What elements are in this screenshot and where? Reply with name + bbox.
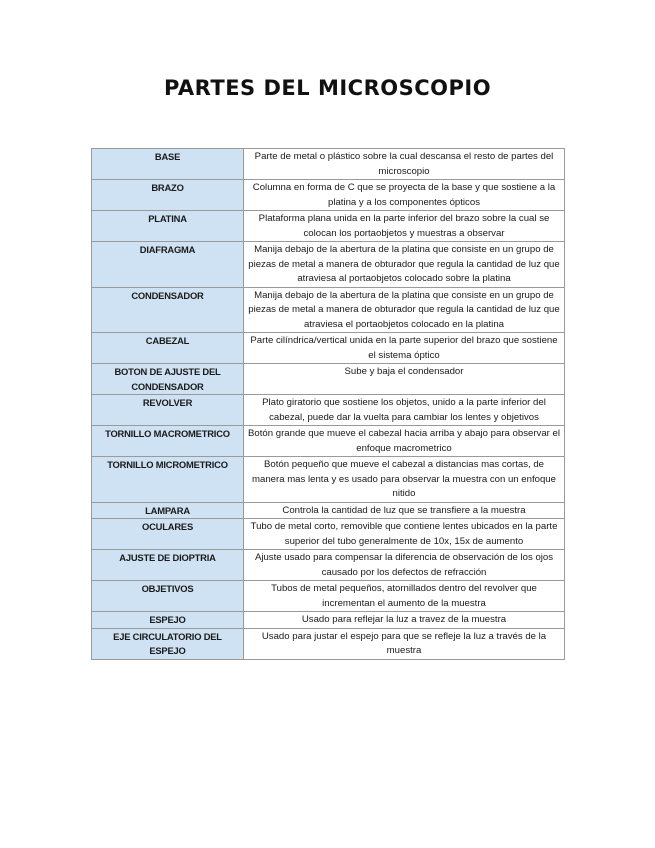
part-description-cell: Manija debajo de la abertura de la platina que consiste en un grupo de piezas de metal a manera de obturador que regula la cantidad de luz que atraviesa al portaobjetos colocado sobre la platina [244,242,565,288]
part-description-cell: Tubos de metal pequeños, atornillados dentro del revolver que incrementan el aumento de la muestra [244,581,565,612]
parts-table-body [92,149,565,660]
part-description-cell: Plato giratorio que sostiene los objetos, unido a la parte inferior del cabezal, puede dar la vuelta para cambiar los lentes y objetivos [244,395,565,426]
part-name-cell: TORNILLO MICROMETRICO [92,457,244,503]
part-description-cell: Plataforma plana unida en la parte inferior del brazo sobre la cual se colocan los portaobjetos y muestras a observar [244,211,565,242]
part-name-cell: DIAFRAGMA [92,242,244,288]
part-name-cell: CABEZAL [92,333,244,364]
part-description-cell: Parte cilíndrica/vertical unida en la parte superior del brazo que sostiene el sistema óptico [244,333,565,364]
table-row [92,519,565,550]
table-row [92,149,565,180]
part-description-cell: Tubo de metal corto, removible que contiene lentes ubicados en la parte superior del tubo generalmente de 10x, 15x de aumento [244,519,565,550]
part-name-cell: AJUSTE DE DIOPTRIA [92,550,244,581]
part-description-cell: Usado para reflejar la luz a travez de la muestra [244,612,565,629]
part-description-cell: Controla la cantidad de luz que se transfiere a la muestra [244,502,565,519]
table-row [92,333,565,364]
table-row [92,364,565,395]
part-description-cell: Manija debajo de la abertura de la platina que consiste en un grupo de piezas de metal a manera de obturador que regula la cantidad de luz que atraviesa el portaobjetos colocado en la platina [244,287,565,333]
parts-table [91,148,565,660]
table-row [92,550,565,581]
part-description-cell: Sube y baja el condensador [244,364,565,395]
table-row [92,457,565,503]
part-name-cell: OBJETIVOS [92,581,244,612]
part-description-cell: Parte de metal o plástico sobre la cual descansa el resto de partes del microscopio [244,149,565,180]
table-row [92,612,565,629]
table-row [92,581,565,612]
table-row [92,628,565,659]
part-name-cell: BOTON DE AJUSTE DEL CONDENSADOR [92,364,244,395]
part-name-cell: BRAZO [92,180,244,211]
part-description-cell: Ajuste usado para compensar la diferencia de observación de los ojos causado por los defectos de refracción [244,550,565,581]
part-name-cell: BASE [92,149,244,180]
part-name-cell: PLATINA [92,211,244,242]
table-row [92,395,565,426]
part-description-cell: Usado para justar el espejo para que se refleje la luz a través de la muestra [244,628,565,659]
part-name-cell: CONDENSADOR [92,287,244,333]
part-name-cell: REVOLVER [92,395,244,426]
table-row [92,426,565,457]
part-description-cell: Botón grande que mueve el cabezal hacia arriba y abajo para observar el enfoque macrometrico [244,426,565,457]
part-name-cell: OCULARES [92,519,244,550]
part-description-cell: Botón pequeño que mueve el cabezal a distancias mas cortas, de manera mas lenta y es usado para observar la muestra con un enfoque nitido [244,457,565,503]
table-row [92,242,565,288]
table-row [92,502,565,519]
page-title: PARTES DEL MICROSCOPIO [163,76,492,100]
table-row [92,180,565,211]
part-name-cell: EJE CIRCULATORIO DEL ESPEJO [92,628,244,659]
part-name-cell: LAMPARA [92,502,244,519]
table-row [92,211,565,242]
part-name-cell: TORNILLO MACROMETRICO [92,426,244,457]
part-description-cell: Columna en forma de C que se proyecta de la base y que sostiene a la platina y a los componentes ópticos [244,180,565,211]
table-row [92,287,565,333]
part-name-cell: ESPEJO [92,612,244,629]
